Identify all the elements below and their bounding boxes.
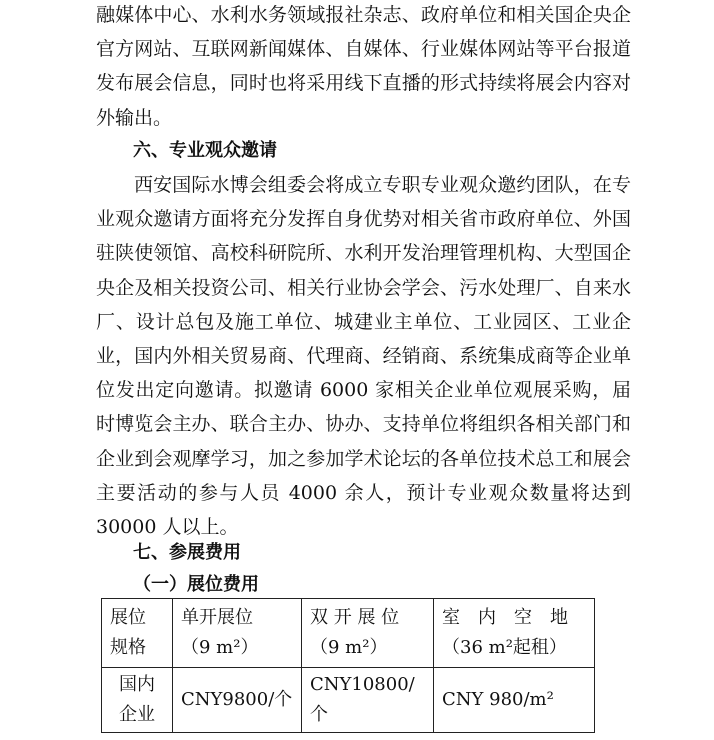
- domestic-label-line1: 国内: [119, 674, 155, 695]
- indoor-space-price: CNY 980/m²: [434, 668, 595, 733]
- paragraph-media-coverage: 融媒体中心、水利水务领域报社杂志、政府单位和相关国企央企官方网站、互联网新闻媒体、自媒体、行业媒体网站等平台报道发布展会信息，同时也将采用线下直播的形式持续将展会内容对外输出。: [96, 4, 631, 129]
- indoor-space-label: 室 内 空 地: [442, 607, 568, 628]
- indoor-space-size: （36 m²起租）: [442, 637, 567, 658]
- single-booth-price: CNY9800/个: [173, 668, 302, 733]
- heading-exhibition-fees: 七、参展费用: [133, 542, 241, 563]
- heading-booth-fees: （一）展位费用: [133, 574, 259, 595]
- double-booth-size: （9 m²）: [310, 637, 388, 658]
- heading-professional-visitors: 六、专业观众邀请: [133, 140, 277, 161]
- spec-label-line2: 规格: [110, 637, 146, 658]
- double-booth-price: CNY10800/个: [302, 668, 434, 733]
- table-cell-indoor-space: [434, 599, 595, 668]
- spec-label-line1: 展位: [110, 607, 146, 628]
- single-booth-size: （9 m²）: [181, 637, 259, 658]
- table-cell-domestic: [102, 668, 173, 733]
- table-cell-double-booth: [302, 599, 434, 668]
- single-booth-label: 单开展位: [181, 607, 253, 628]
- booth-fee-table: [101, 598, 595, 733]
- table-cell-spec: [102, 599, 173, 668]
- domestic-label-line2: 企业: [119, 704, 155, 725]
- table-row: [102, 668, 595, 733]
- paragraph-professional-visitors: 西安国际水博会组委会将成立专职专业观众邀约团队，在专业观众邀请方面将充分发挥自身优势对相关省市政府单位、外国驻陕使领馆、高校科研院所、水利开发治理管理机构、大型国企央企及相关投资公司、相关行业协会学会、污水处理厂、自来水厂、设计总包及施工单位、城建业主单位、工业园区、工业企业，国内外相关贸易商、代理商、经销商、系统集成商等企业单位发出定向邀请。拟邀请 6000 家相关企业单位观展采购，届时博览会主办、联合主办、协办、支持单位将组织各相关部门和企业到会观摩学习，加之参加学术论坛的各单位技术总工和展会主要活动的参与人员 4000 余人，预计专业观众数量将达到 30000 人以上。: [96, 174, 631, 539]
- table-cell-single-booth: [173, 599, 302, 668]
- table-header-row: [102, 599, 595, 668]
- double-booth-label: 双 开 展 位: [310, 607, 400, 628]
